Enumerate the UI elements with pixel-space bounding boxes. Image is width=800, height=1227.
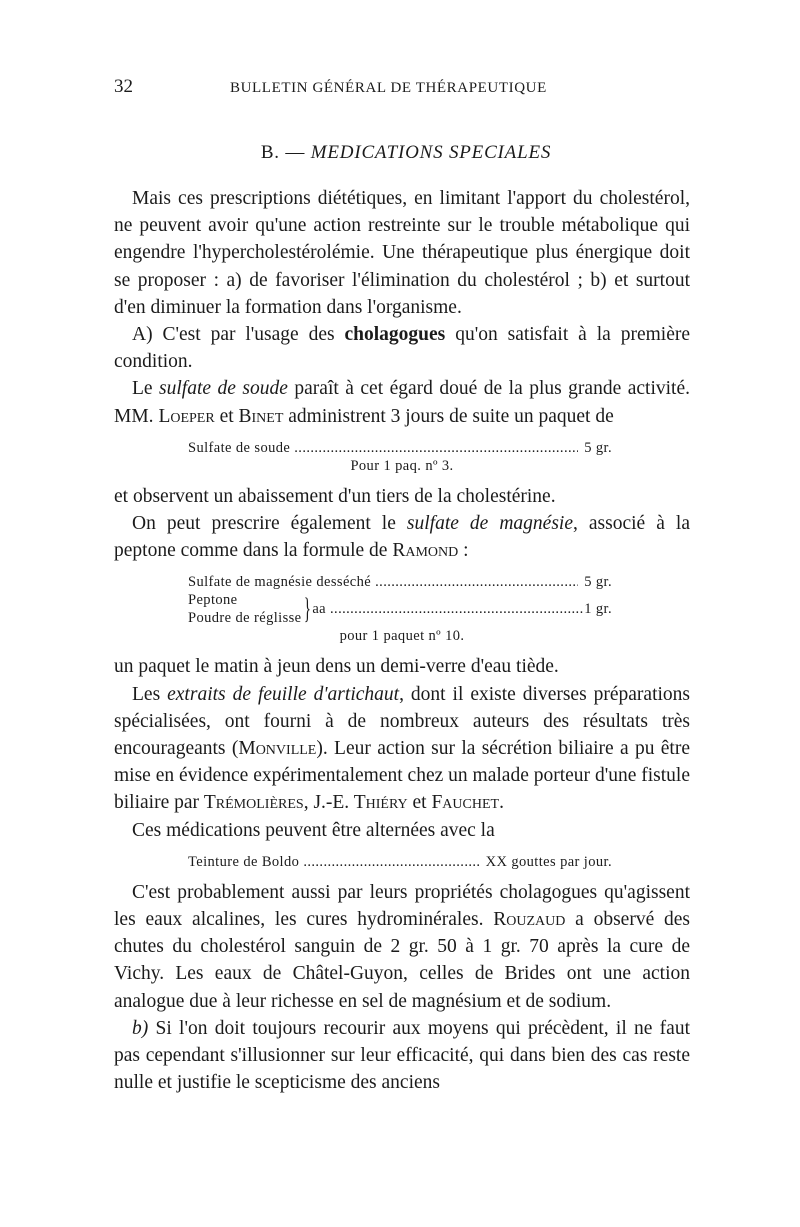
author-name: Monville — [238, 738, 317, 760]
author-name: J.-E. Thiéry — [313, 792, 408, 814]
paragraph-5 — [114, 510, 690, 564]
text-run: , dont il existe diverses préparations spécialisées, ont fourni à de nombreux auteurs des résultats très encourageants ( — [114, 683, 691, 760]
text-run: A) C'est par l'usage des — [132, 324, 345, 346]
text-run: paraît à cet égard doué de la plus grande activité. MM. — [114, 378, 690, 427]
section-prefix: B. — — [260, 142, 306, 163]
formula-sulfate-soude — [114, 439, 690, 475]
running-title: BULLETIN GÉNÉRAL DE THÉRAPEUTIQUE — [230, 80, 547, 96]
brace-symbol: } — [303, 592, 311, 626]
text-run: Si l'on doit toujours recourir aux moyens qui précèdent, il ne faut pas cependant s'illusionner sur leur efficacité, qui dans bien des cas reste nulle et justifie le scepticisme des anciens — [114, 1017, 690, 1094]
sulfate-magnesie-term: sulfate de magnésie — [406, 513, 573, 535]
page-number: 32 — [114, 76, 133, 97]
text-run: : — [458, 540, 469, 562]
formula-dose: XX gouttes par jour. — [485, 853, 612, 870]
text-run: administrent 3 jours de suite un paquet de — [283, 405, 614, 427]
paragraph-10 — [114, 1015, 690, 1097]
text-run: C'est probablement aussi par leurs propriétés cholagogues qu'agissent les eaux alcalines, les cures hydrominérales. — [114, 881, 690, 931]
sulfate-soude-term: sulfate de soude — [159, 378, 288, 400]
text-run: , — [303, 792, 314, 814]
formula-item: Teinture de Boldo ..... — [188, 853, 480, 871]
formula-row — [114, 439, 690, 457]
formula-item: Sulfate de soude ..... — [188, 439, 578, 457]
formula-brace-row — [114, 591, 690, 627]
author-name: Trémolières — [203, 792, 304, 814]
text-run: Le — [132, 378, 160, 400]
paragraph-6: un paquet le matin à jeun dens un demi-verre d'eau tiède. — [114, 656, 559, 678]
paragraph-7 — [114, 681, 690, 817]
text-run: . — [499, 792, 504, 814]
article-body — [114, 185, 690, 1096]
paragraph-1: Mais ces prescriptions diététiques, en limitant l'apport du cholestérol, ne peuvent avoir qu'une action restreinte sur le trouble métabolique qui engendre l'hypercholestérolémie. Une thérapeutique plus énergique doit se proposer : a) de favoriser l'élimination du cholestérol ; b) et surtout d'en diminuer la formation dans l'organisme. — [114, 188, 690, 318]
text-run: Les — [132, 683, 168, 705]
text-run: et — [407, 792, 432, 814]
formula-item: Sulfate de magnésie desséché ..... — [188, 573, 578, 591]
section-heading — [114, 142, 690, 164]
formula-item: Peptone — [188, 592, 238, 609]
cholagogues-term: cholagogues — [344, 324, 446, 346]
formula-note: pour 1 paquet nº 10. — [339, 628, 465, 645]
paragraph-9 — [114, 879, 690, 1015]
artichaut-term: extraits de feuille d'artichaut — [167, 683, 400, 705]
formula-item: Poudre de réglisse — [188, 610, 302, 627]
formula-note: Pour 1 paq. nº 3. — [350, 457, 454, 474]
text-run: ). Leur action sur la sécrétion biliaire a pu être mise en évidence expérimentalement chez un malade porteur d'une fistule biliaire par — [114, 738, 690, 814]
paragraph-8: Ces médications peuvent être alternées avec la — [132, 819, 495, 841]
author-name: Rouzaud — [493, 909, 566, 931]
author-name: Binet — [238, 405, 284, 427]
paragraph-4: et observent un abaissement d'un tiers de la cholestérine. — [114, 485, 556, 507]
text-run: , associé à la peptone comme dans la formule de — [114, 513, 690, 562]
list-marker: b) — [132, 1017, 149, 1039]
page-header — [114, 76, 690, 102]
author-name: Loeper — [158, 405, 215, 427]
brace-label: aa ..... — [312, 600, 584, 618]
paragraph-3 — [114, 375, 690, 429]
author-name: Ramond — [392, 540, 459, 562]
paragraph-2 — [114, 321, 690, 375]
text-run: qu'on satisfait à la première condition. — [114, 324, 690, 373]
section-title: MEDICATIONS SPECIALES — [310, 142, 552, 163]
text-run: a observé des chutes du cholestérol sanguin de 2 gr. 50 à 1 gr. 70 après la cure de Vichy. Les eaux de Châtel-Guyon, celles de Brides ont une action analogue due à leur richesse en sel de magnésium et de sodium. — [114, 909, 690, 1012]
formula-row — [114, 573, 690, 591]
formula-dose: 5 gr. — [584, 439, 612, 456]
formula-row — [114, 853, 690, 871]
author-name: Fauchet — [431, 792, 500, 814]
brace-items — [188, 591, 302, 627]
formula-ramond — [114, 573, 690, 645]
text-run: On peut prescrire également le — [132, 513, 407, 535]
formula-boldo — [114, 853, 690, 871]
formula-dose: 5 gr. — [584, 574, 612, 591]
formula-dose: 1 gr. — [584, 601, 612, 618]
text-run: et — [214, 405, 239, 427]
